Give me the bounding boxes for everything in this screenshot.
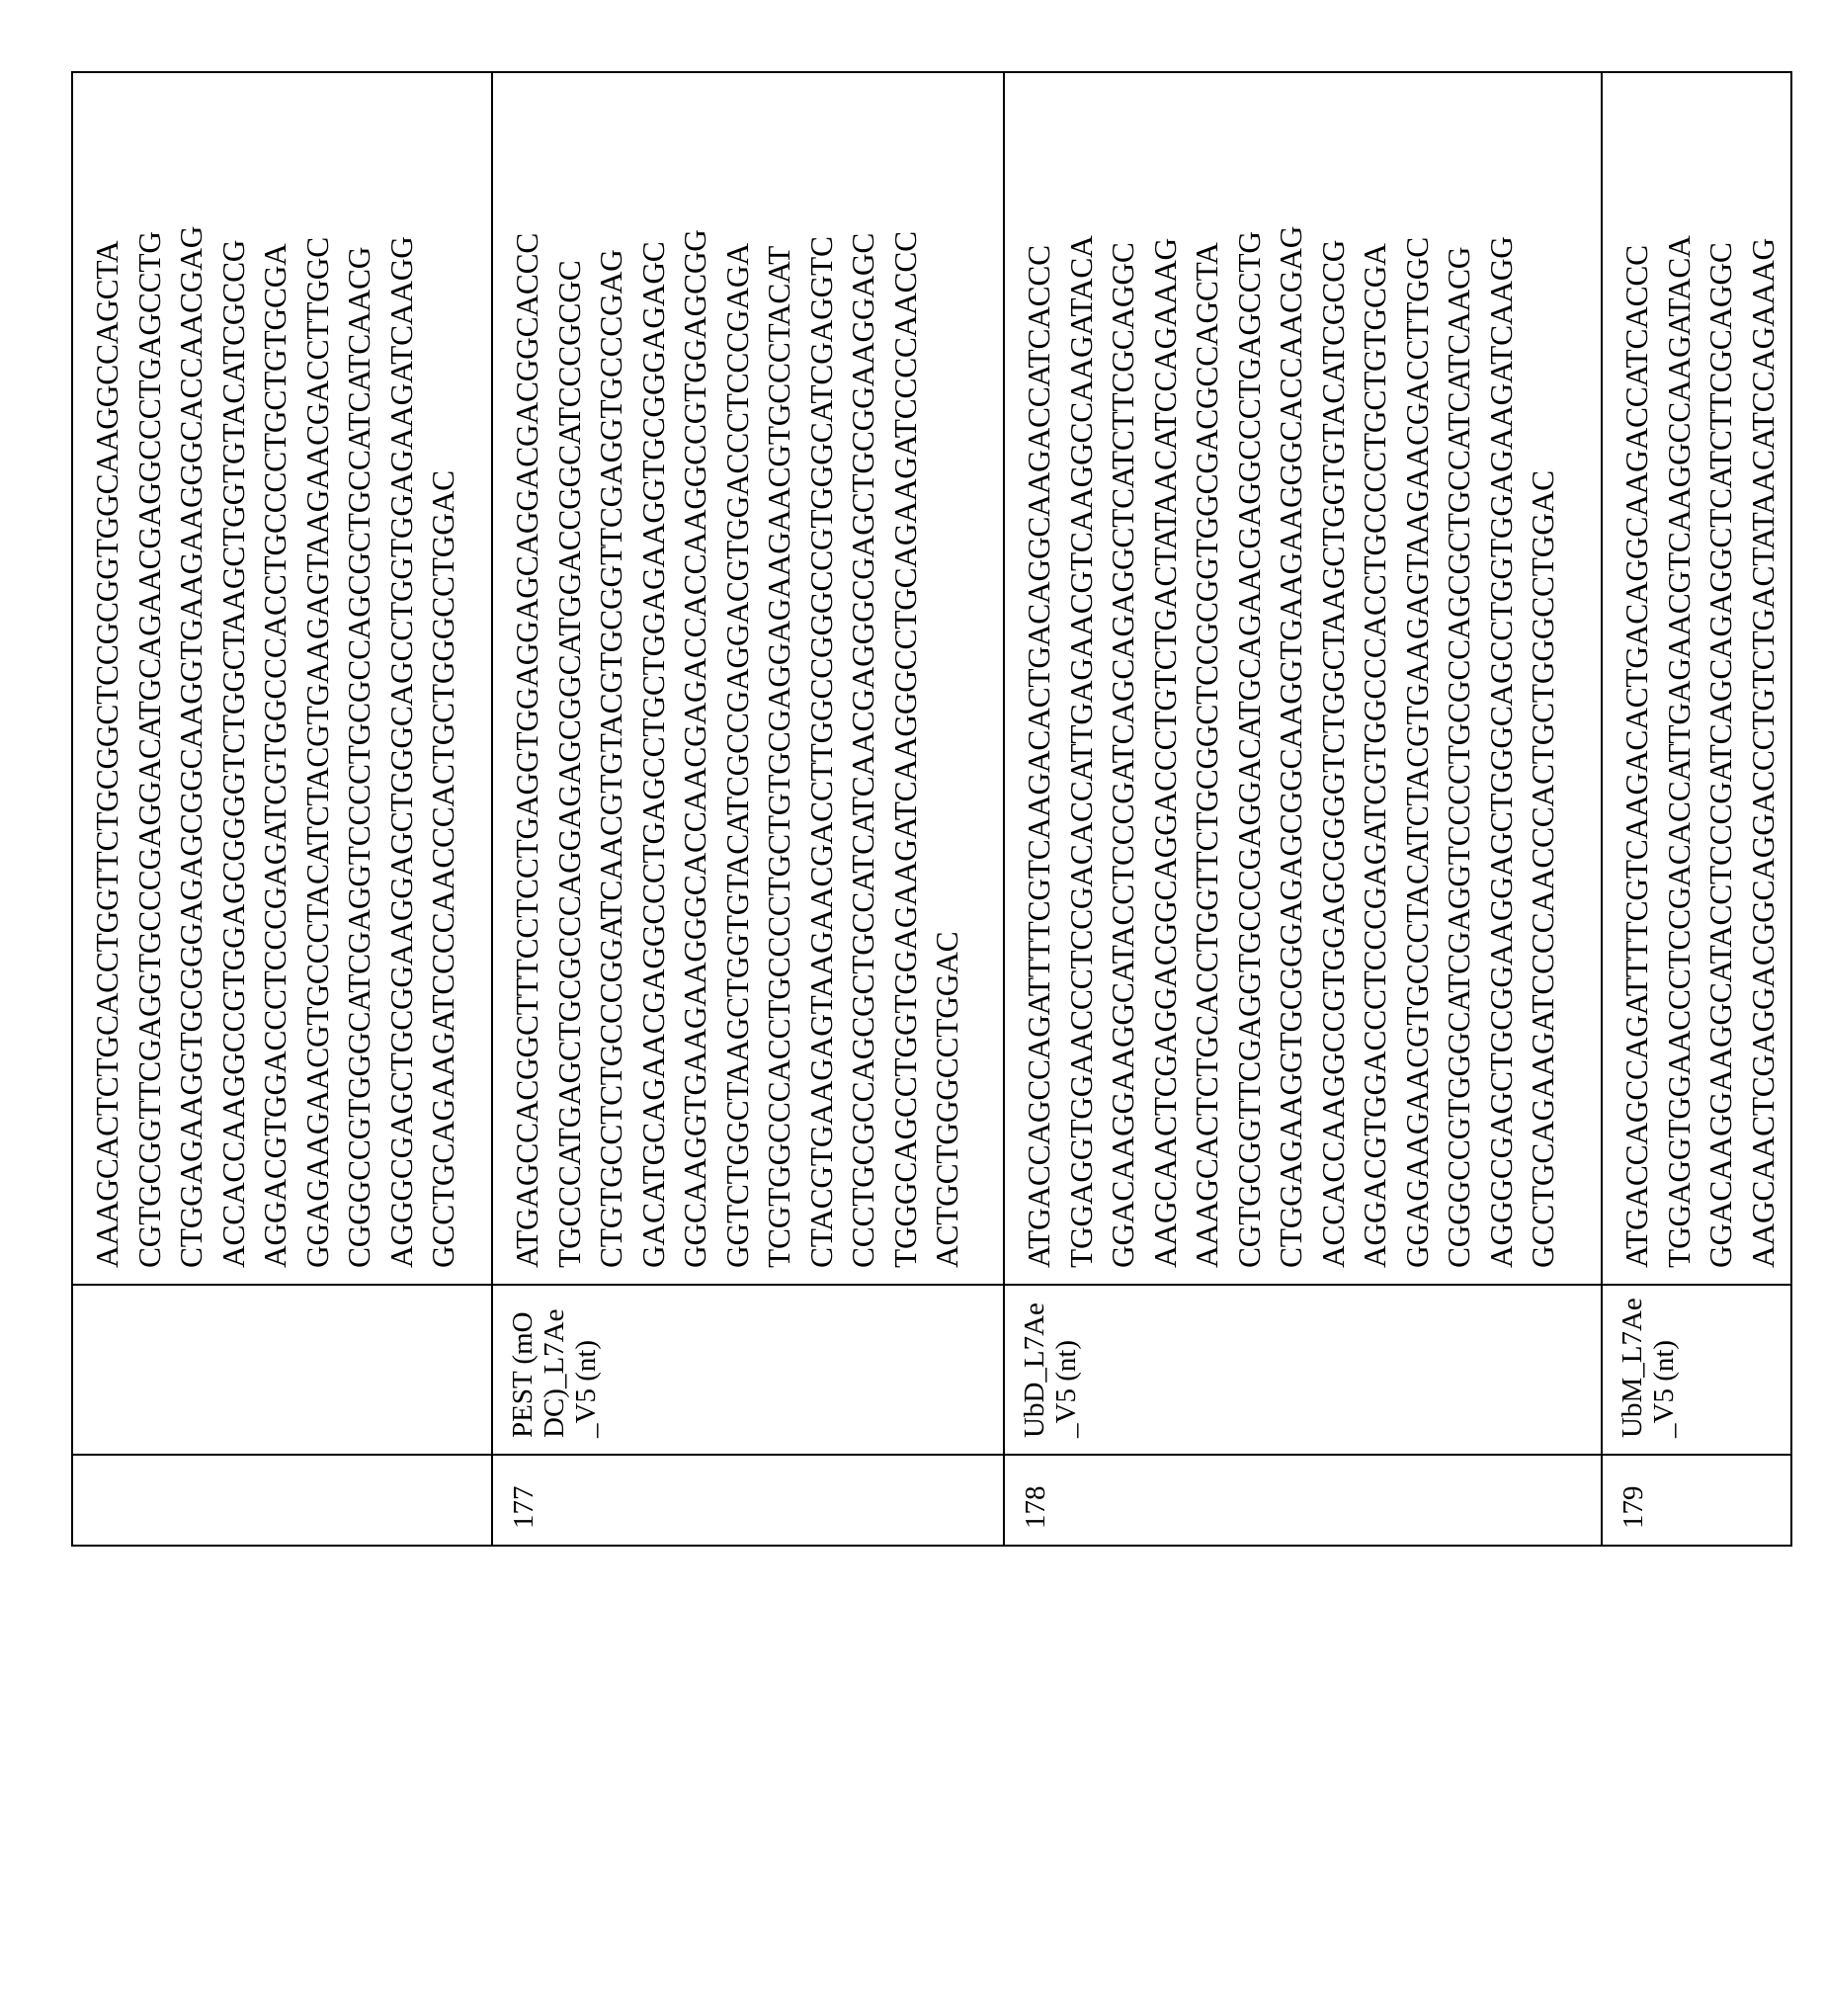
sequence-line: GGTCTGGCTAAGCTGGTGTACATCGCCGAGGACGTGGACCCTCCCGAGA [719, 243, 755, 1268]
sequence-line: ATGACCAGCCAGATTTTCGTCAAGACACTGACAGGCAAGACCATCACCC [1022, 245, 1056, 1268]
sequence-line: ATGAGCCACGGCTTTCCTCCTGAGGTGGAGGAGCAGGACGACGGCACCC [510, 232, 544, 1268]
sequence-line: AGGACGTGGACCCTCCCGAGATCGTGGCCCACCTGCCCCTGCTGTGCGA [258, 243, 292, 1268]
table-row-178 [1004, 72, 1602, 1546]
sequence-line: TGGGCAGCCTGGTGGAGAAGATCAAGGGCCTGCAGAAGATCCCCAACCC [887, 231, 923, 1268]
sequence-line: GGAGAAGAACGTGCCCTACATCTACGTGAAGAGTAAGAACGACCTTGGC [299, 237, 335, 1268]
seq-id-cell [72, 1455, 492, 1546]
rotated-page-content [71, 71, 1781, 1547]
sequence-table [71, 71, 1792, 1547]
sequence-line: GGACAAGGAAGGCATACCTCCCGATCAGCAGAGGCTCATCTTCGCAGGC [1106, 242, 1140, 1268]
sequence-line: GCCTGCAGAAGATCCCCAACCCACTGCTGGGCCTGGAC [1526, 470, 1560, 1268]
sequence-line: TGGAGGTGGAACCCTCCGACACCATTGAGAACGTCAAGGCCAAGATACA [1063, 235, 1099, 1268]
sequence-line: CGGGCCGTGGGCATCGAGGTCCCCTGCGCCAGCGCTGCCATCATCAACG [342, 246, 376, 1268]
sequence-line: CTGGAGAAGGTGCGGGAGAGCGGCAAGGTGAAGAAGGGCACCAACGAG [1274, 225, 1308, 1268]
sequence-line: TCGTGGCCCACCTGCCCCTGCTGTGCGAGGAGAAGAACGTGCCCTACAT [762, 245, 796, 1268]
construct-name-cell: UbD_L7Ae_V5 (nt) [1004, 1285, 1602, 1455]
sequence-line: ACTGCTGGGCCTGGAC [930, 931, 964, 1268]
seq-id-cell: 178 [1004, 1455, 1602, 1546]
sequence-line: AAGCAACTCGAGGACGGCAGGACCCTGTCTGACTATAACATCCAGAAAG [1745, 237, 1781, 1268]
seq-id-cell: 177 [492, 1455, 1004, 1546]
sequence-line: TGGAGGTGGAACCCTCCGACACCATTGAGAACGTCAAGGCCAAGATACA [1661, 235, 1697, 1268]
sequence-line: GGCAAGGTGAAGAAGGGCACCAACGAGACCACCAAGGCCGTGGAGCGG [678, 229, 712, 1268]
sequence-line: ACCACCAAGGCCGTGGAGCGGGGTCTGGCTAAGCTGGTGTACATCGCCG [1315, 239, 1351, 1268]
sequence-line: ACCACCAAGGCCGTGGAGCGGGGTCTGGCTAAGCTGGTGTACATCGCCG [215, 239, 251, 1268]
table-row-177 [492, 72, 1004, 1546]
sequence-line: CTACGTGAAGAGTAAGAACGACCTTGGCCGGGCCGTGGGCATCGAGGTC [803, 236, 839, 1268]
sequence-line: CGGGCCGTGGGCATCGAGGTCCCCTGCGCCAGCGCTGCCATCATCAACG [1442, 246, 1476, 1268]
seq-id-cell: 179 [1602, 1455, 1791, 1546]
construct-name-cell: PEST (mODC)_L7Ae _V5 (nt) [492, 1285, 1004, 1455]
sequence-cell [1602, 72, 1791, 1285]
sequence-line: CGTGCGGTTCGAGGTGCCCGAGGACATGCAGAACGAGGCCCTGAGCCTG [1231, 231, 1267, 1268]
sequence-line: GCCTGCAGAAGATCCCCAACCCACTGCTGGGCCTGGAC [426, 470, 460, 1268]
sequence-line: CTGTGCCTCTGCCCGGATCAACGTGTACGTGCGGTTCGAGGTGCCCGAG [594, 249, 628, 1268]
sequence-line: CGTGCGGTTCGAGGTGCCCGAGGACATGCAGAACGAGGCCCTGAGCCTG [131, 231, 167, 1268]
table-row-179 [1602, 72, 1791, 1546]
sequence-line: AGGGCGAGCTGCGGAAGGAGCTGGGCAGCCTGGTGGAGAAGATCAAGG [1483, 236, 1519, 1268]
sequence-line: AAGCAACTCGAGGACGGCAGGACCCTGTCTGACTATAACATCCAGAAAG [1147, 237, 1183, 1268]
construct-name-cell [72, 1285, 492, 1455]
sequence-line: GGAGAAGAACGTGCCCTACATCTACGTGAAGAGTAAGAACGACCTTGGC [1399, 237, 1435, 1268]
sequence-line: AAAGCACTCTGCACCTGGTTCTGCGGCTCCGCGGTGGCAAGGCCAGCTA [90, 240, 124, 1268]
sequence-cell [1004, 72, 1602, 1285]
sequence-cell [492, 72, 1004, 1285]
table-row-continuation [72, 72, 492, 1546]
sequence-line: CTGGAGAAGGTGCGGGAGAGCGGCAAGGTGAAGAAGGGCACCAACGAG [174, 225, 208, 1268]
sequence-cell [72, 72, 492, 1285]
sequence-line: CCCTGCGCCAGCGCTGCCATCATCAACGAGGGCGAGCTGCGGAAGGAGC [846, 232, 880, 1268]
sequence-line: TGCCCATGAGCTGCGCCCAGGAGAGCGGCATGGACCGGCATCCCGCGC [551, 260, 587, 1268]
sequence-line: ATGACCAGCCAGATTTTCGTCAAGACACTGACAGGCAAGACCATCACCC [1619, 245, 1654, 1268]
sequence-line: AGGGCGAGCTGCGGAAGGAGCTGGGCAGCCTGGTGGAGAAGATCAAGG [383, 236, 419, 1268]
sequence-line: GACATGCAGAACGAGGCCCTGAGCCTGCTGGAGAAGGTGCGGGAGAGC [635, 241, 671, 1268]
sequence-line: AAAGCACTCTGCACCTGGTTCTGCGGCTCCGCGGTGGCGACGCCAGCTA [1190, 242, 1224, 1268]
sequence-line: GGACAAGGAAGGCATACCTCCCGATCAGCAGAGGCTCATCTTCGCAGGC [1703, 242, 1738, 1268]
sequence-line: AGGACGTGGACCCTCCCGAGATCGTGGCCCACCTGCCCCTGCTGTGCGA [1358, 243, 1392, 1268]
construct-name-cell: UbM_L7Ae_V5 (nt) [1602, 1285, 1791, 1455]
